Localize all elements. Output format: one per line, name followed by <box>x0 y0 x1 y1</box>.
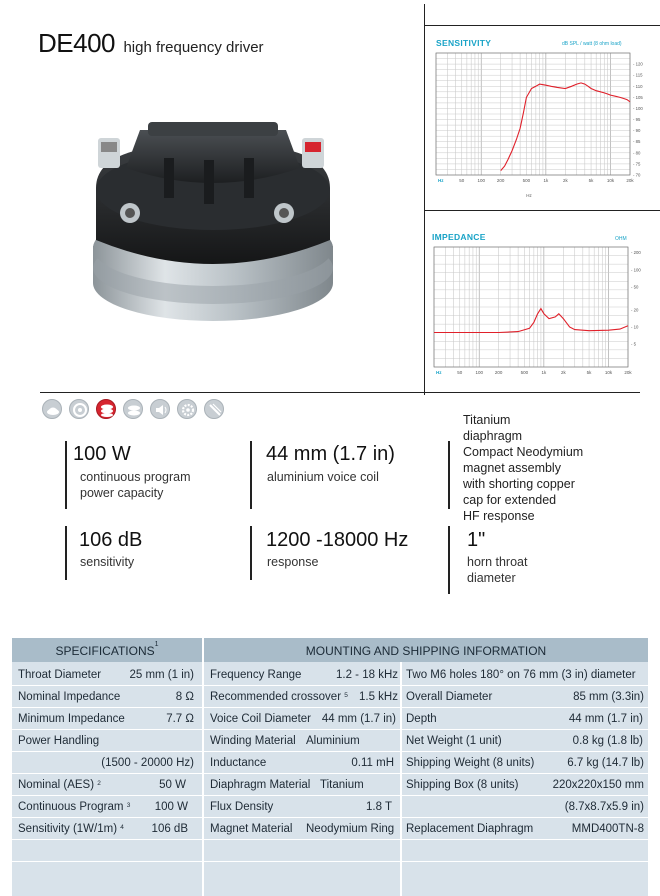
mount-label: Voice Coil Diameter <box>210 713 311 725</box>
response-value: 1200 -18000 Hz <box>266 529 409 551</box>
y-tick-label: - 100 <box>633 105 643 111</box>
spec-label: Nominal (AES) $^2$ <box>18 779 101 791</box>
gear-icon <box>177 399 197 419</box>
dome-icon <box>42 399 62 419</box>
y-tick-label: - 100 <box>631 267 641 273</box>
spec-value: (1500 - 20000 Hz) <box>101 757 194 769</box>
mount-value: Titanium <box>320 779 364 791</box>
mount-value: 6.7 kg (14.7 lb) <box>567 757 644 769</box>
x-unit-label: Hz <box>438 178 444 183</box>
mount-value: Neodymium Ring <box>306 823 395 835</box>
spec-value: 100 W <box>154 801 188 813</box>
throat-value: 1" <box>467 529 486 551</box>
mount-label: Two M6 holes 180° on 76 mm (3 in) diameter <box>406 669 636 681</box>
model-description: high frequency driver <box>123 39 264 56</box>
x-tick-label: 50 <box>457 370 463 375</box>
y-tick-label: - 110 <box>633 83 643 89</box>
x-tick-label: 10k <box>606 178 615 183</box>
x-tick-label: 500 <box>520 370 529 375</box>
y-tick-label: - 200 <box>631 250 641 256</box>
power-value: 100 W <box>73 443 131 465</box>
mount-value: 1.5 kHz <box>359 691 398 703</box>
mount-label: Replacement Diaphragm <box>406 823 534 835</box>
x-tick-label: 1k <box>541 370 547 375</box>
table-row-line <box>12 751 648 752</box>
y-tick-label: - 70 <box>633 172 641 178</box>
y-tick-label: - 115 <box>633 72 643 78</box>
x-tick-label: 1k <box>543 178 549 183</box>
spec-label: Nominal Impedance <box>18 691 121 703</box>
compression-driver-icon <box>96 399 116 419</box>
impedance-chart <box>424 211 660 393</box>
x-tick-label: 10k <box>604 370 613 375</box>
mount-label: Recommended crossover $^5$ <box>210 691 348 703</box>
mount-value: 220x220x150 mm <box>552 779 644 791</box>
x-tick-label: 200 <box>494 370 503 375</box>
mount-value: 85 mm (3.3in) <box>573 691 644 703</box>
x-tick-label: 200 <box>496 178 505 183</box>
y-tick-label: - 120 <box>633 61 643 67</box>
x-tick-label: 5k <box>588 178 594 183</box>
y-tick-label: - 20 <box>631 307 639 313</box>
x-tick-label: 20k <box>624 370 632 375</box>
mount-value: 1.8 T <box>366 801 392 813</box>
mount-value: Aluminium <box>306 735 360 747</box>
table-row-line <box>12 773 648 774</box>
sensitivity-value: 106 dB <box>79 529 143 551</box>
x-tick-label: 2k <box>562 178 568 183</box>
spec-value: 8 Ω <box>175 691 194 703</box>
x-tick-label: 20k <box>626 178 634 183</box>
voice-coil-label: aluminium voice coil <box>267 470 379 484</box>
y-tick-label: - 85 <box>633 139 641 145</box>
spec-divider <box>250 526 252 580</box>
spec-label: Minimum Impedance <box>18 713 125 725</box>
chart-title: SENSITIVITY <box>436 38 492 48</box>
series-line <box>434 309 628 333</box>
mount-value: (8.7x8.7x5.9 in) <box>564 801 644 813</box>
x-tick-label: 50 <box>459 178 465 183</box>
tweeter-icon <box>123 399 143 419</box>
mount-value: 0.11 mH <box>351 757 394 769</box>
specifications-header: SPECIFICATIONS$^1$ <box>12 638 202 662</box>
mount-value: MMD400TN-8 <box>571 823 644 835</box>
page-title <box>38 28 264 59</box>
mount-value: 0.8 kg (1.8 lb) <box>572 735 643 747</box>
slash-icon <box>204 399 224 419</box>
spec-divider <box>65 441 67 509</box>
x-unit-label: Hz <box>436 370 442 375</box>
response-label: response <box>267 555 319 569</box>
x-tick-label: 2k <box>560 370 566 375</box>
spec-label: Sensitivity (1W/1m) $^4$ <box>18 823 124 835</box>
mount-label: Flux Density <box>210 801 274 813</box>
spec-label: Continuous Program $^3$ <box>18 801 131 813</box>
mount-label: Diaphragm Material <box>210 779 311 791</box>
chart-unit: OHM <box>615 236 627 242</box>
mount-label: Magnet Material <box>210 823 293 835</box>
power-label: continuous program power capacity <box>80 470 191 500</box>
spec-value: 106 dB <box>151 823 188 835</box>
spec-divider <box>448 526 450 594</box>
speaker-icon <box>150 399 170 419</box>
spec-divider <box>65 526 67 580</box>
mount-label: Net Weight (1 unit) <box>406 735 502 747</box>
table-row-line <box>12 729 648 730</box>
y-tick-label: - 10 <box>631 324 639 330</box>
spec-label: Power Handling <box>18 735 100 747</box>
sensitivity-plot <box>424 25 660 211</box>
column-separator <box>202 638 204 896</box>
x-tick-label: 100 <box>475 370 483 375</box>
y-tick-label: - 75 <box>633 161 641 167</box>
impedance-plot <box>424 211 660 393</box>
table-row-line <box>12 685 648 686</box>
model-name: DE400 <box>38 28 115 58</box>
product-photo <box>78 98 348 338</box>
table-row-line <box>12 795 648 796</box>
x-tick-label: 100 <box>477 178 485 183</box>
cone-icon <box>69 399 89 419</box>
frame-line <box>424 4 425 26</box>
mount-label: Inductance <box>210 757 267 769</box>
y-tick-label: - 5 <box>631 341 637 347</box>
mount-value: 44 mm (1.7 in) <box>568 713 643 725</box>
sensitivity-label: sensitivity <box>80 555 135 569</box>
voice-coil-value: 44 mm (1.7 in) <box>266 443 395 465</box>
table-row-line <box>12 839 648 840</box>
chart-title: IMPEDANCE <box>432 232 486 242</box>
spec-label: Throat Diameter <box>18 669 102 681</box>
mount-value: 1.2 - 18 kHz <box>336 669 398 681</box>
mount-label: Winding Material <box>210 735 296 747</box>
mount-value: 44 mm (1.7 in) <box>321 713 396 725</box>
spec-divider <box>448 441 450 509</box>
table-row-line <box>12 707 648 708</box>
table-row-line <box>12 861 648 862</box>
x-tick-label: 500 <box>522 178 531 183</box>
y-tick-label: - 95 <box>633 117 641 123</box>
spec-value: 50 W <box>159 779 186 791</box>
mount-label: Shipping Weight (8 units) <box>406 757 535 769</box>
mount-label: Shipping Box (8 units) <box>406 779 519 791</box>
table-row-line <box>12 817 648 818</box>
feature-description: Titanium diaphragm Compact Neodymium magnet assembly with shorting copper cap for extended HF response <box>463 413 584 523</box>
mount-label: Depth <box>406 713 437 725</box>
spec-divider <box>250 441 252 509</box>
y-tick-label: - 105 <box>633 94 643 100</box>
y-tick-label: - 80 <box>633 150 641 156</box>
mount-label: Frequency Range <box>210 669 302 681</box>
y-tick-label: - 50 <box>631 284 639 290</box>
x-axis-name: Hz <box>526 193 532 198</box>
y-tick-label: - 90 <box>633 128 641 134</box>
spec-value: 7.7 Ω <box>166 713 194 725</box>
throat-label: horn throat diameter <box>467 555 528 585</box>
x-tick-label: 5k <box>586 370 592 375</box>
chart-unit: dB SPL / watt (8 ohm load) <box>562 41 622 47</box>
sensitivity-chart <box>424 25 660 211</box>
mounting-header: MOUNTING AND SHIPPING INFORMATION <box>204 638 648 662</box>
spec-value: 25 mm (1 in) <box>129 669 194 681</box>
mount-label: Overall Diameter <box>406 691 493 703</box>
